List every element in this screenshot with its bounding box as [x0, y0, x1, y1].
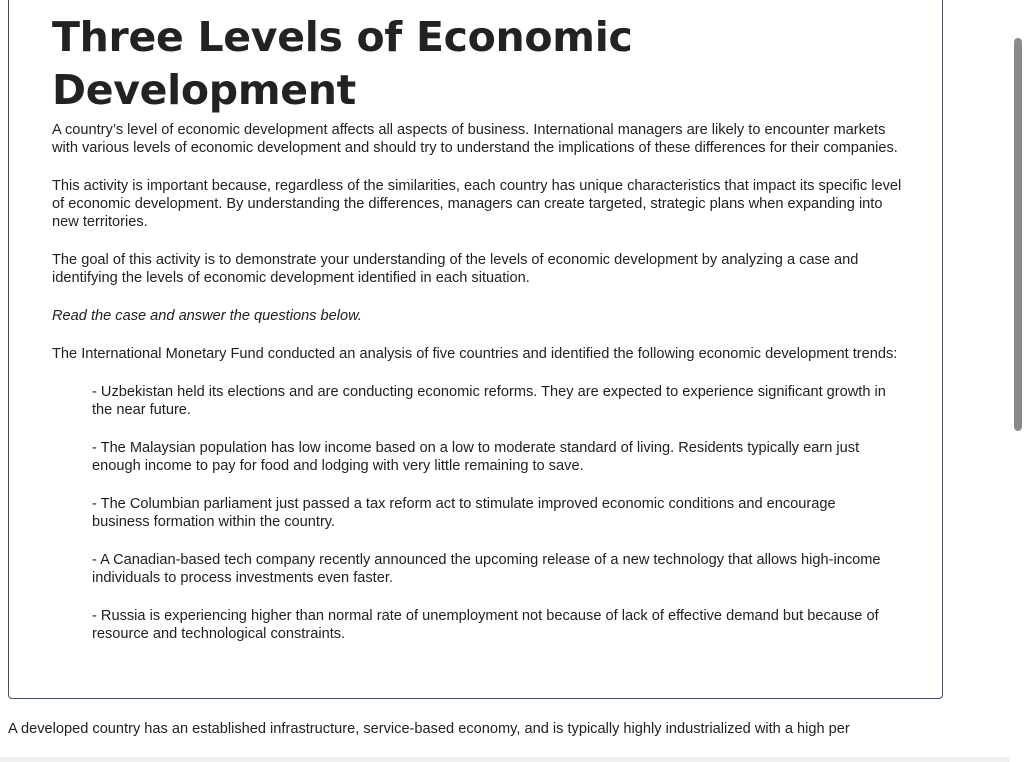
question-text: A developed country has an established infrastructure, service-based economy, and is typically highly industrialized with a high per — [8, 721, 850, 737]
scrollbar[interactable] — [1010, 0, 1024, 762]
activity-card — [8, 0, 943, 699]
activity-content — [52, 11, 902, 643]
instruction-text: Read the case and answer the questions below. — [52, 308, 362, 324]
trend-item: - Uzbekistan held its elections and are conducting economic reforms. They are expected to experience significant growth in the near future. — [92, 384, 886, 418]
trend-item: - A Canadian-based tech company recently announced the upcoming release of a new technology that allows high-income individuals to process investments even faster. — [92, 552, 881, 586]
trend-list — [52, 383, 902, 643]
activity-title: Three Levels of Economic Development — [52, 13, 633, 114]
divider — [0, 757, 1024, 762]
case-intro-paragraph: The International Monetary Fund conducted an analysis of five countries and identified the following economic development trends: — [52, 346, 898, 362]
trend-item: - The Malaysian population has low income based on a low to moderate standard of living. Residents typically earn just enough income to pay for food and lodging with very little remaining to save. — [92, 440, 860, 474]
goal-paragraph: The goal of this activity is to demonstrate your understanding of the levels of economic development by analyzing a case and identifying the levels of economic development identified in each situation. — [52, 252, 859, 286]
intro-paragraph: A country’s level of economic development affects all aspects of business. International managers are likely to encounter markets with various levels of economic development and should try to understand the implications of these differences for their companies. — [52, 122, 898, 156]
trend-item: - The Columbian parliament just passed a tax reform act to stimulate improved economic conditions and encourage business formation within the country. — [92, 496, 836, 530]
trend-item: - Russia is experiencing higher than normal rate of unemployment not because of lack of effective demand but because of resource and technological constraints. — [92, 608, 879, 642]
scrollbar-thumb[interactable] — [1014, 38, 1022, 431]
importance-paragraph: This activity is important because, regardless of the similarities, each country has unique characteristics that impact its specific level of economic development. By understanding the differences, managers can create targeted, strategic plans when expanding into new territories. — [52, 178, 902, 230]
